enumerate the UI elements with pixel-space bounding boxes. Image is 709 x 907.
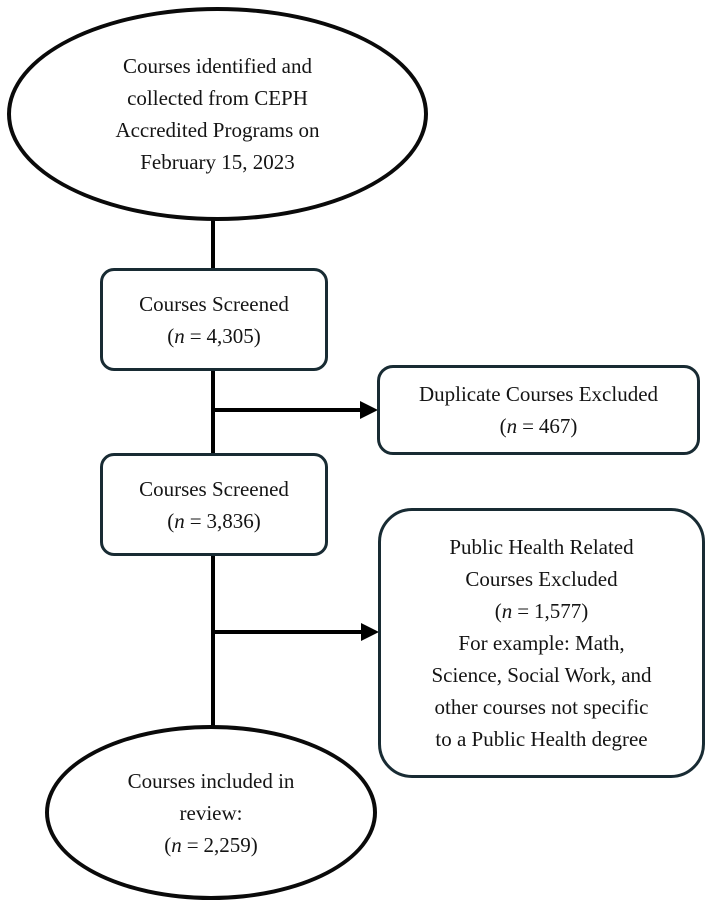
node-courses-included	[45, 725, 377, 900]
equals-sign: =	[522, 414, 534, 438]
paren-close: )	[253, 323, 261, 348]
equals-sign: =	[189, 323, 202, 348]
text-line: Science, Social Work, and	[431, 663, 652, 687]
node-courses-screened-deduped	[100, 453, 328, 556]
n-symbol: n	[506, 414, 518, 438]
paren-close: )	[250, 832, 258, 857]
node-courses-identified	[7, 7, 428, 221]
text-line: Public Health Related	[449, 535, 634, 559]
count-line	[167, 505, 261, 537]
equals-sign: =	[517, 599, 530, 623]
text-line: Courses Excluded	[465, 567, 618, 591]
text-line: Courses included in	[127, 768, 295, 793]
text-line: to a Public Health degree	[435, 727, 648, 751]
count-line	[164, 829, 258, 861]
n-symbol: n	[171, 832, 182, 857]
paren-open: (	[167, 323, 175, 348]
text-line: collected from CEPH	[127, 86, 308, 110]
n-symbol: n	[501, 599, 513, 623]
equals-sign: =	[189, 508, 202, 533]
node-public-health-related-excluded	[378, 508, 705, 778]
node-courses-screened-initial	[100, 268, 328, 371]
paren-open: (	[167, 508, 175, 533]
count-value: 3,836	[206, 508, 254, 533]
text-line: Duplicate Courses Excluded	[418, 382, 659, 406]
count-line	[495, 595, 589, 627]
node-duplicates-excluded	[377, 365, 700, 455]
paren-close: )	[570, 414, 578, 438]
n-symbol: n	[174, 508, 185, 533]
count-line	[167, 320, 261, 352]
count-line	[500, 410, 578, 442]
arrowhead-ph-excluded	[361, 623, 379, 641]
paren-open: (	[494, 599, 502, 623]
text-line: Courses Screened	[139, 476, 289, 501]
text-line: February 15, 2023	[140, 150, 295, 174]
text-line: other courses not specific	[434, 695, 649, 719]
equals-sign: =	[186, 832, 199, 857]
paren-close: )	[581, 599, 589, 623]
text-line: Accredited Programs on	[115, 118, 320, 142]
count-value: 467	[538, 414, 571, 438]
text-line: For example: Math,	[458, 631, 625, 655]
count-value: 2,259	[203, 832, 251, 857]
paren-open: (	[499, 414, 507, 438]
arrowhead-duplicates	[360, 401, 378, 419]
count-value: 4,305	[206, 323, 254, 348]
n-symbol: n	[174, 323, 185, 348]
text-line: review:	[179, 800, 243, 825]
text-line: Courses Screened	[139, 291, 289, 316]
text-line: Courses identified and	[123, 54, 312, 78]
count-value: 1,577	[534, 599, 582, 623]
paren-open: (	[164, 832, 172, 857]
paren-close: )	[253, 508, 261, 533]
